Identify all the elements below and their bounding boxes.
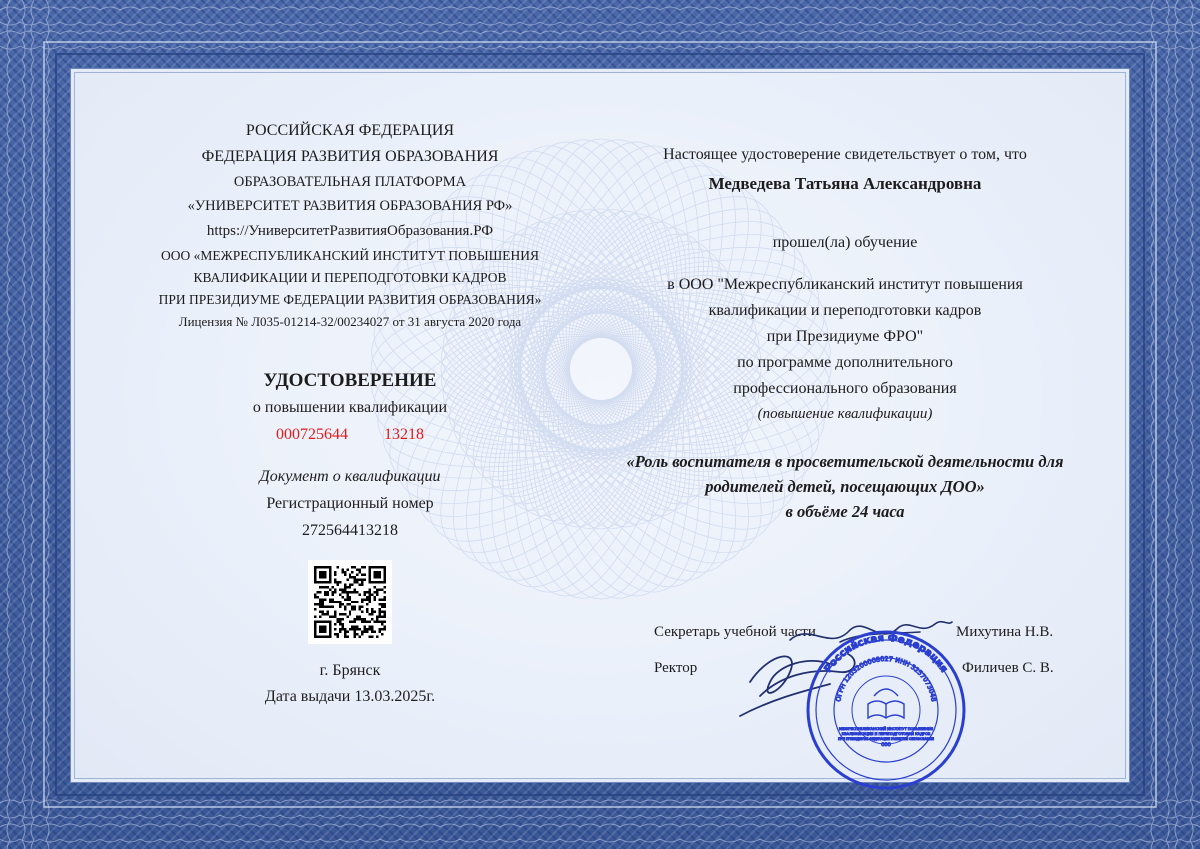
completed-text: прошел(ла) обучение — [772, 234, 918, 251]
secretary-role: Секретарь учебной части — [654, 624, 816, 640]
recipient-name: Медведева Татьяна Александровна — [708, 174, 982, 193]
issue-city: г. Брянск — [319, 662, 381, 679]
stamp-ring-text: Российская Федерация — [822, 632, 950, 675]
course-title-line1: «Роль воспитателя в просветительской деятельности для — [626, 452, 1064, 471]
issuer-country: РОССИЙСКАЯ ФЕДЕРАЦИЯ — [245, 122, 455, 139]
stamp-center-line1: МЕЖРЕСПУБЛИКАНСКИЙ ИНСТИТУТ ПОВЫШЕНИЯ — [839, 727, 933, 731]
stamp-center-line3: ПРИ ПРЕЗИДИУМЕ ФЕДЕРАЦИИ РАЗВИТИЯ ОБРАЗОВАНИЯ — [838, 737, 934, 741]
intro-text: Настоящее удостоверение свидетельствует о том, что — [663, 146, 1027, 163]
stamp-center-line4: ООО — [881, 742, 891, 747]
issuer-institute-line3: ПРИ ПРЕЗИДИУМЕ ФЕДЕРАЦИИ РАЗВИТИЯ ОБРАЗОВАНИЯ» — [158, 292, 542, 307]
registration-label: Регистрационный номер — [266, 495, 434, 512]
org-line1: в ООО "Межреспубликанский институт повышения — [667, 276, 1023, 293]
secretary-name: Михутина Н.В. — [956, 624, 1054, 640]
course-volume: в объёме 24 часа — [785, 502, 905, 521]
stamp-circle — [808, 632, 964, 788]
issuer-website: https://УниверситетРазвитияОбразования.РФ — [206, 223, 494, 239]
program-type: (повышение квалификации) — [757, 406, 933, 422]
document-number — [0, 426, 700, 444]
document-subtitle: о повышении квалификации — [252, 399, 448, 416]
issuer-institute-line2: КВАЛИФИКАЦИИ И ПЕРЕПОДГОТОВКИ КАДРОВ — [193, 270, 507, 285]
org-line3: при Президиуме ФРО" — [766, 328, 924, 345]
qr-code — [308, 560, 392, 644]
seal-stamp — [730, 612, 990, 792]
rector-role: Ректор — [654, 660, 698, 676]
document-serial: 13218 — [384, 426, 424, 443]
org-line2: квалификации и переподготовки кадров — [708, 302, 982, 319]
registration-number: 272564413218 — [302, 522, 398, 539]
document-title: УДОСТОВЕРЕНИЕ — [263, 370, 437, 391]
program-line2: профессионального образования — [733, 380, 957, 397]
qr-code-icon — [314, 566, 386, 638]
issuer-platform-line2: «УНИВЕРСИТЕТ РАЗВИТИЯ ОБРАЗОВАНИЯ РФ» — [187, 198, 513, 214]
license-text: Лицензия № Л035-01214-32/00234027 от 31 августа 2020 года — [178, 314, 522, 329]
document-series: 000725644 — [276, 426, 348, 443]
issuer-institute-line1: ООО «МЕЖРЕСПУБЛИКАНСКИЙ ИНСТИТУТ ПОВЫШЕНИЯ — [160, 248, 540, 263]
program-line1: по программе дополнительного — [737, 354, 953, 371]
book-emblem-icon — [868, 689, 904, 718]
issue-date: Дата выдачи 13.03.2025г. — [264, 688, 436, 705]
issuer-platform-line1: ОБРАЗОВАТЕЛЬНАЯ ПЛАТФОРМА — [233, 174, 467, 190]
stamp-ogrn-text: ОГРН 1203200008027 ИНН 3257073048 — [834, 654, 938, 703]
issuer-federation: ФЕДЕРАЦИЯ РАЗВИТИЯ ОБРАЗОВАНИЯ — [201, 148, 499, 165]
course-title-line2: родителей детей, посещающих ДОО» — [705, 477, 985, 496]
document-type: Документ о квалификации — [259, 468, 441, 485]
stamp-center-line2: КВАЛИФИКАЦИИ И ПЕРЕПОДГОТОВКИ КАДРОВ — [841, 732, 931, 736]
rector-name: Филичев С. В. — [962, 660, 1054, 676]
